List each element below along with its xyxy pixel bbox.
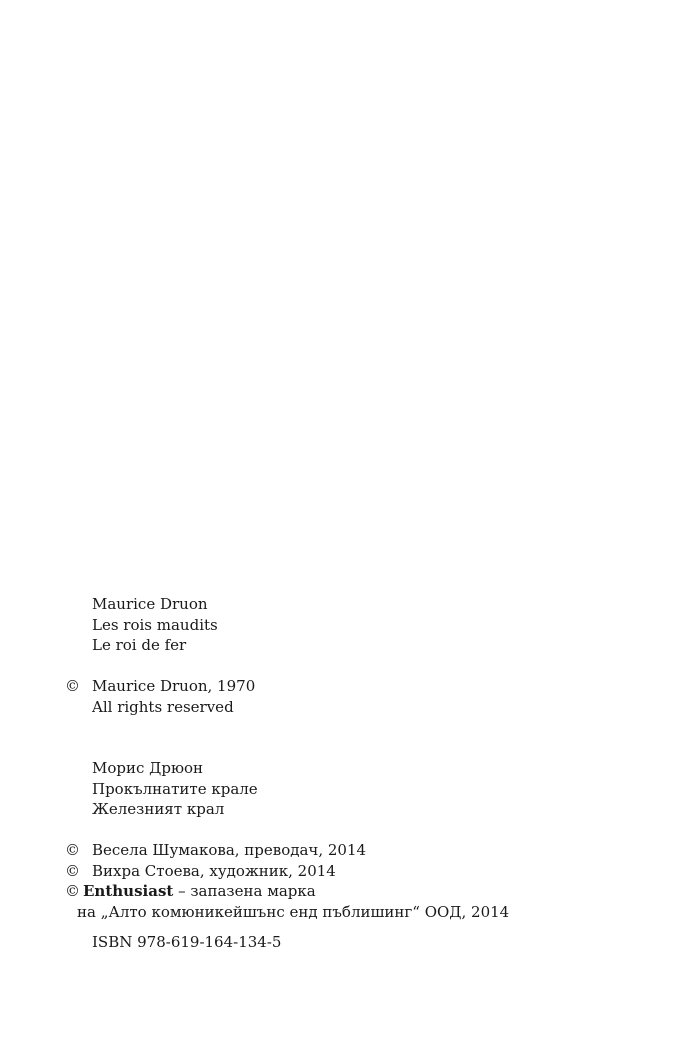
- translated-series: Прокълнатите крале: [92, 779, 258, 798]
- translator-credit: [65, 840, 509, 861]
- translator-text: Весела Шумакова, преводач, 2014: [92, 841, 367, 859]
- original-copyright-text: Maurice Druon, 1970: [92, 677, 256, 695]
- original-series: Les rois maudits: [92, 615, 218, 634]
- brand-credit: [65, 881, 509, 902]
- isbn: ISBN 978-619-164-134-5: [92, 933, 282, 951]
- original-title: Le roi de fer: [92, 636, 187, 654]
- isbn-block: [92, 932, 281, 953]
- original-copyright-line: [65, 676, 255, 697]
- copyright-symbol: ©: [65, 841, 80, 859]
- illustrator-text: Вихра Стоева, художник, 2014: [92, 861, 336, 880]
- rights-line: [65, 697, 255, 718]
- rights-text: All rights reserved: [92, 697, 234, 716]
- credits-block: [65, 840, 509, 922]
- brand-name: Enthusiast: [83, 882, 174, 900]
- translated-edition-block: [92, 758, 258, 820]
- copyright-symbol: ©: [65, 861, 80, 880]
- illustrator-credit: [65, 861, 509, 882]
- publisher-line: на „Алто комюникейшънс енд пъблишинг“ ООД, 2014: [77, 902, 510, 921]
- copyright-symbol: ©: [65, 677, 80, 695]
- original-copyright-block: [65, 676, 255, 717]
- brand-rest: – запазена марка: [173, 882, 316, 900]
- translated-title: Железният крал: [92, 800, 225, 818]
- translated-author: Морис Дрюон: [92, 759, 204, 777]
- original-edition-block: [92, 594, 218, 656]
- copyright-symbol: ©: [65, 882, 80, 900]
- original-author: Maurice Druon: [92, 595, 208, 613]
